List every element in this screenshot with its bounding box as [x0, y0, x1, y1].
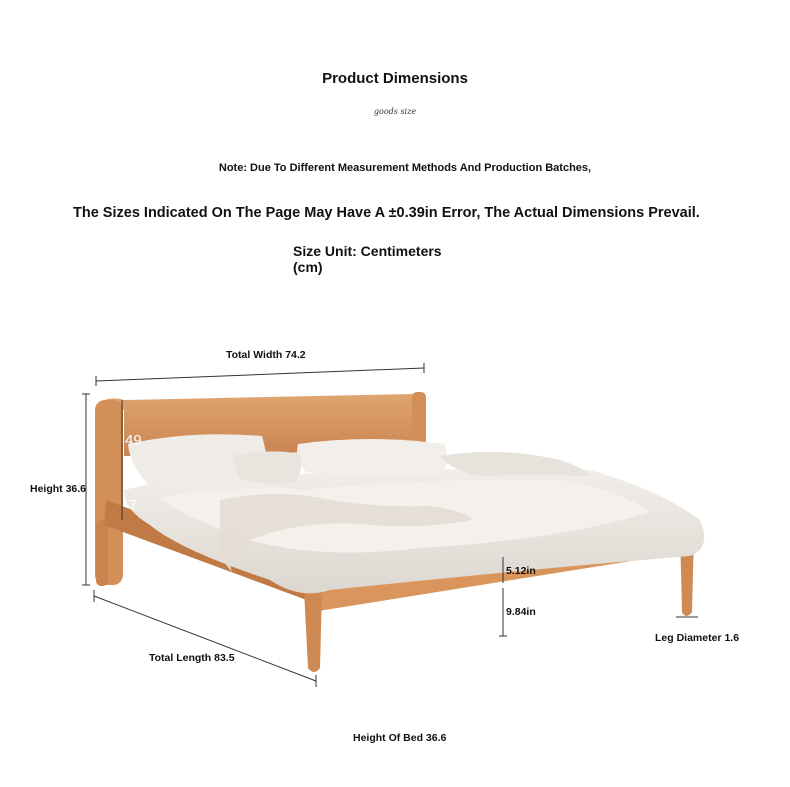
height-of-bed-label: Height Of Bed 36.6 [353, 732, 447, 744]
height-label: Height 36.6 [30, 483, 87, 495]
leg-clearance-value: 9.84in [506, 606, 536, 618]
note-line-1: Note: Due To Different Measurement Methods And Production Batches, [218, 162, 592, 174]
size-unit-line-1: Size Unit: Centimeters [293, 243, 442, 259]
note-line-2: The Sizes Indicated On The Page May Have A ±0.39in Error, The Actual Dimensions Prevail. [73, 205, 700, 221]
leg-back-left [96, 520, 108, 586]
headboard-lower-value: 7 [129, 497, 138, 514]
total-width-label: Total Width 74.2 [226, 349, 306, 361]
mattress-gap-value: 5.12in [506, 565, 536, 577]
page-title: Product Dimensions [322, 70, 468, 87]
page-subtitle: goods size [373, 107, 417, 116]
bedding [124, 434, 704, 593]
leg-diameter-label: Leg Diameter 1.6 [655, 632, 740, 644]
size-unit-line-2: (cm) [293, 259, 323, 275]
leg-front-left [304, 590, 322, 672]
total-length-label: Total Length 83.5 [149, 652, 235, 664]
headboard-upper-value: 49 [125, 432, 142, 449]
